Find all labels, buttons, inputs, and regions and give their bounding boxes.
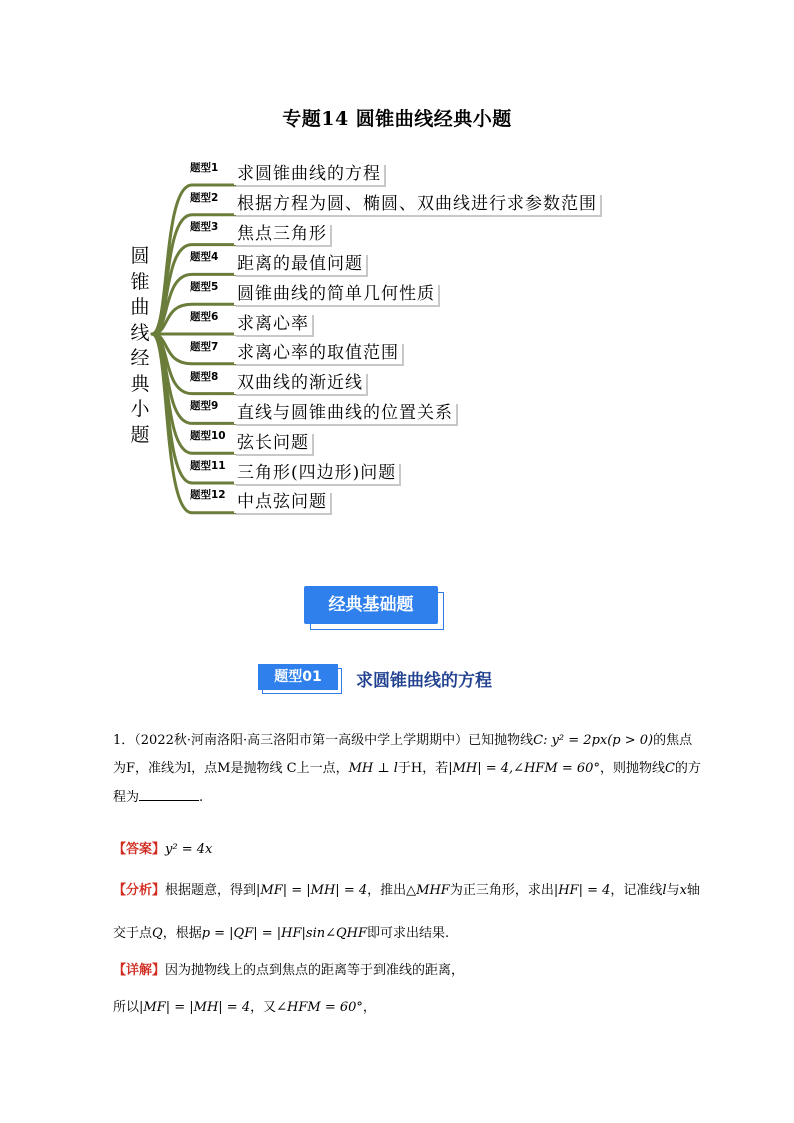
- section-title: 求圆锥曲线的方程: [356, 671, 492, 691]
- root-char: 典: [130, 372, 150, 395]
- topic-label: 题型4: [190, 251, 219, 263]
- topic-label: 题型5: [190, 281, 219, 293]
- analysis-line: 交于点Q，根据p = |QF| = |HF|sin∠QHF即可求出结果.: [113, 926, 450, 941]
- problem-line: 1．（2022秋·河南洛阳·高三洛阳市第一高级中学上学期期中）已知抛物线C: y² = 2px(p > 0)的焦点: [113, 733, 693, 748]
- section-banner: [304, 586, 444, 630]
- answer-blank: [139, 788, 199, 801]
- root-char: 经: [130, 347, 150, 369]
- topic-label: 题型1: [190, 162, 219, 174]
- topic-label: 题型11: [190, 460, 226, 472]
- detail-line: 所以|MF| = |MH| = 4，又∠HFM = 60°，: [113, 1000, 376, 1015]
- banner-label: 经典基础题: [304, 586, 438, 624]
- topic-box: 中点弦问题: [234, 491, 330, 513]
- section-badge: [258, 664, 342, 694]
- topic-box: 焦点三角形: [234, 223, 330, 245]
- topic-label: 题型7: [190, 341, 219, 353]
- section-badge-label: 题型01: [258, 664, 338, 690]
- detail-line: 【详解】因为抛物线上的点到焦点的距离等于到准线的距离，: [113, 963, 465, 978]
- topic-label: 题型3: [190, 221, 219, 233]
- topic-label: 题型8: [190, 371, 219, 383]
- topic-box: 求离心率: [234, 313, 312, 335]
- analysis-line: 【分析】根据题意，得到|MF| = |MH| = 4，推出△MHF为正三角形，求出|HF| = 4，记准线l与x轴: [113, 883, 700, 898]
- answer-tag: 【答案】: [113, 842, 166, 857]
- root-char: 圆: [130, 245, 150, 267]
- mind-map-branches: [0, 0, 794, 540]
- topic-box: 距离的最值问题: [234, 253, 366, 275]
- root-char: 锥: [130, 270, 150, 293]
- topic-box: 求圆锥曲线的方程: [234, 163, 384, 185]
- topic-box: 直线与圆锥曲线的位置关系: [234, 402, 456, 424]
- root-char: 线: [130, 321, 150, 344]
- analysis-tag: 【分析】: [113, 883, 166, 898]
- page-title: 专题14 圆锥曲线经典小题: [282, 108, 512, 130]
- topic-label: 题型10: [190, 430, 226, 442]
- root-char: 曲: [130, 296, 150, 318]
- problem-line: 为F，准线为l，点M是抛物线 C上一点，MH ⊥ l于H，若|MH| = 4,∠HFM = 60°，则抛物线C的方: [113, 761, 701, 776]
- problem-line: 程为 .: [113, 790, 204, 805]
- topic-box: 三角形(四边形)问题: [234, 462, 399, 484]
- topic-label: 题型2: [190, 192, 219, 204]
- topic-box: 弦长问题: [234, 432, 312, 454]
- answer-value: y² = 4x: [165, 842, 213, 857]
- answer-line: [113, 841, 688, 859]
- root-char: 小: [130, 398, 150, 420]
- mind-map-root: [127, 244, 153, 448]
- topic-box: 圆锥曲线的简单几何性质: [234, 283, 438, 305]
- mind-map: [0, 0, 794, 540]
- root-char: 题: [130, 423, 150, 446]
- topic-label: 题型6: [190, 311, 219, 323]
- topic-label: 题型9: [190, 400, 219, 412]
- topic-box: 求离心率的取值范围: [234, 342, 402, 364]
- topic-label: 题型12: [190, 489, 226, 501]
- topic-box: 根据方程为圆、椭圆、双曲线进行求参数范围: [234, 193, 600, 215]
- detail-tag: 【详解】: [113, 963, 166, 978]
- topic-box: 双曲线的渐近线: [234, 372, 366, 394]
